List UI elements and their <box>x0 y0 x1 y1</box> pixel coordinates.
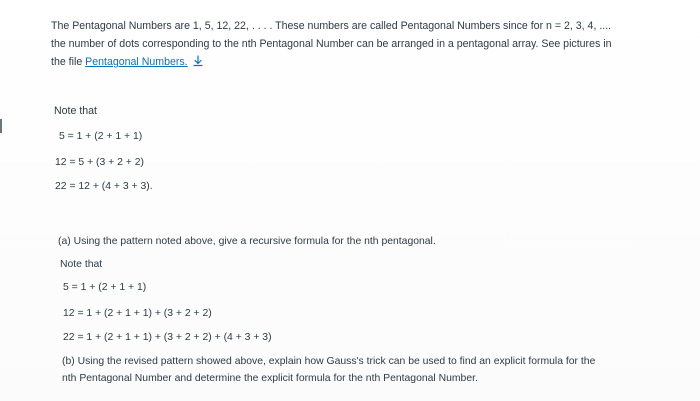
part-b-line-2: nth Pentagonal Number and determine the explicit formula for the nth Pentagonal Number. <box>62 373 478 384</box>
note-that-label-2: Note that <box>60 259 103 270</box>
left-edge-marker <box>0 119 2 133</box>
equation-1-2: 12 = 5 + (3 + 2 + 2) <box>55 157 144 168</box>
download-icon[interactable] <box>192 55 204 67</box>
pentagonal-numbers-link[interactable]: Pentagonal Numbers. <box>85 56 188 68</box>
equation-1-3: 22 = 12 + (4 + 3 + 3). <box>55 181 153 192</box>
part-a-text: (a) Using the pattern noted above, give a recursive formula for the nth pentagonal. <box>58 236 436 247</box>
part-b-line-1: (b) Using the revised pattern showed above, explain how Gauss's trick can be used to find an explicit formula for the <box>62 356 596 367</box>
equation-2-1: 5 = 1 + (2 + 1 + 1) <box>63 282 147 293</box>
equation-2-3: 22 = 1 + (2 + 1 + 1) + (3 + 2 + 2) + (4 + 3 + 3) <box>63 332 272 343</box>
equation-2-2: 12 = 1 + (2 + 1 + 1) + (3 + 2 + 2) <box>63 308 212 319</box>
intro-line-2: the number of dots corresponding to the nth Pentagonal Number can be arranged in a pentagonal array. See pictures in <box>51 38 612 50</box>
intro-line-3-prefix: the file <box>51 56 86 68</box>
note-that-label-1: Note that <box>54 105 97 117</box>
intro-line-3 <box>51 55 204 69</box>
equation-1-1: 5 = 1 + (2 + 1 + 1) <box>59 131 143 142</box>
intro-line-1: The Pentagonal Numbers are 1, 5, 12, 22, . . . . These numbers are called Pentagonal Numbers since for n = 2, 3, 4, .... <box>51 20 612 32</box>
